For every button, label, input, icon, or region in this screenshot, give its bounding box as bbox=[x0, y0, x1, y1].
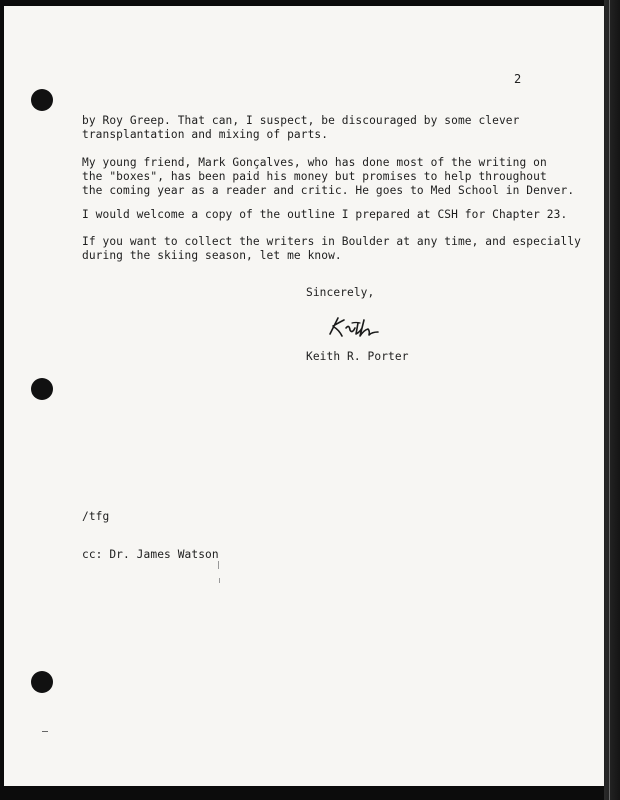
page-edge-shadow bbox=[604, 0, 620, 800]
paragraph-2 bbox=[82, 156, 574, 198]
binder-hole-top bbox=[31, 89, 53, 111]
paragraph-1 bbox=[82, 114, 519, 142]
paragraph-4 bbox=[82, 235, 581, 263]
paragraph-line: transplantation and mixing of parts. bbox=[82, 128, 329, 141]
paragraph-line: by Roy Greep. That can, I suspect, be discouraged by some clever bbox=[82, 114, 520, 127]
paragraph-line: the "boxes", has been paid his money but promises to help throughout bbox=[82, 170, 547, 183]
carbon-copy-line: cc: Dr. James Watson bbox=[82, 548, 219, 561]
page-number: 2 bbox=[514, 72, 522, 86]
closing: Sincerely, bbox=[306, 286, 375, 299]
scan-speck bbox=[218, 561, 219, 569]
paragraph-line: My young friend, Mark Gonçalves, who has done most of the writing on bbox=[82, 156, 547, 169]
paragraph-line: If you want to collect the writers in Boulder at any time, and especially bbox=[82, 235, 581, 248]
signer-name: Keith R. Porter bbox=[306, 350, 409, 363]
scan-speck bbox=[219, 578, 220, 583]
handwritten-signature bbox=[322, 314, 402, 340]
paragraph-3 bbox=[82, 208, 567, 222]
paragraph-line: the coming year as a reader and critic. He goes to Med School in Denver. bbox=[82, 184, 575, 197]
paragraph-line: I would welcome a copy of the outline I prepared at CSH for Chapter 23. bbox=[82, 208, 568, 221]
binder-hole-middle bbox=[31, 378, 53, 400]
typist-initials: /tfg bbox=[82, 510, 110, 523]
scan-speck bbox=[42, 731, 48, 732]
page-edge-line bbox=[609, 0, 610, 800]
binder-hole-bottom bbox=[31, 671, 53, 693]
paragraph-line: during the skiing season, let me know. bbox=[82, 249, 342, 262]
